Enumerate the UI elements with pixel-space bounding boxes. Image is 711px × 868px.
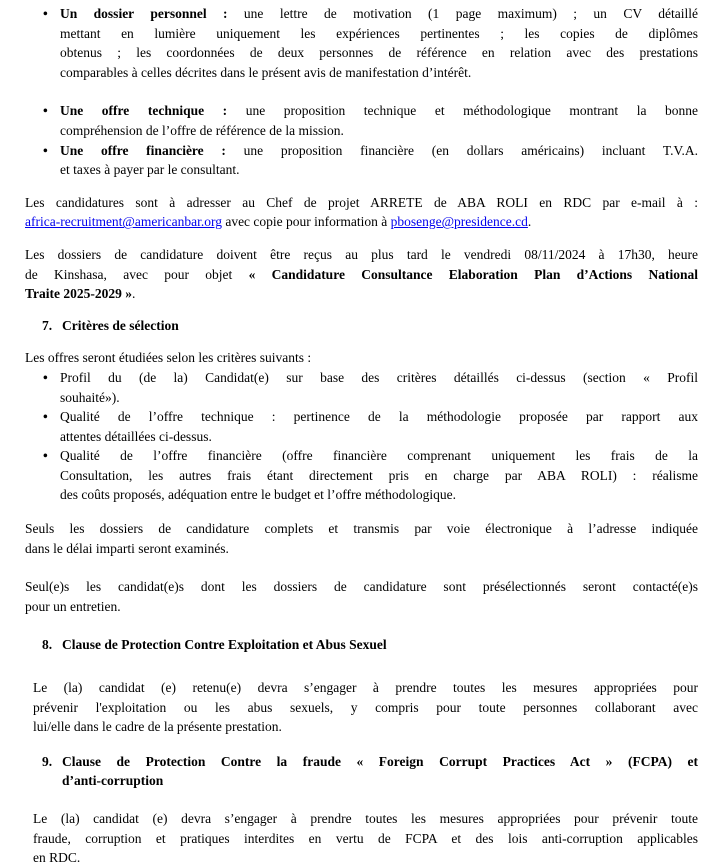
section-heading-fcpa (25, 752, 698, 791)
requirements-list-top (25, 4, 698, 82)
text-line: mettant en lumière uniquement les expériences pertinentes ; les copies de diplômes (60, 25, 698, 41)
bullet-item-profil (25, 368, 698, 407)
text-segment: une proposition financière (en dollars américains) incluant T.V.A. (225, 142, 698, 158)
heading-text: Critères de sélection (62, 317, 179, 333)
section-number: 9. (42, 753, 53, 769)
subject-bold-segment: Traite 2025-2029 » (25, 286, 132, 302)
text-line (60, 101, 698, 121)
text-line: des coûts proposés, adéquation entre le budget et l’offre méthodologique. (60, 487, 457, 503)
text-line: dans le délai imparti seront examinés. (25, 540, 229, 556)
section-number: 8. (42, 637, 53, 653)
bullet-icon: • (43, 409, 48, 425)
text-line: Les offres seront étudiées selon les critères suivants : (25, 350, 312, 366)
text-line: lui/elle dans le cadre de la présente prestation. (33, 719, 282, 735)
text-line (60, 141, 698, 161)
text-line: prévenir l'exploitation ou les abus sexuels, y compris pour toute personnes collaborant avec (33, 699, 698, 715)
text-line: Les candidatures sont à adresser au Chef de projet ARRETE de ABA ROLI en RDC par e-mail à : (25, 194, 698, 210)
paragraph-preselection (25, 577, 698, 616)
email-link-africa-recruitment[interactable]: africa-recruitment@americanbar.org (25, 214, 222, 230)
section-number: 7. (42, 317, 53, 333)
text-segment: une lettre de motivation (1 page maximum) ; un CV détaillé (227, 6, 698, 21)
text-segment: de Kinshasa, avec pour objet (25, 266, 249, 282)
bullet-icon: • (43, 448, 48, 464)
bullet-item-dossier-personnel (25, 4, 698, 82)
text-line: pour un entretien. (25, 598, 121, 614)
text-line (25, 265, 698, 285)
text-line: attentes détaillées ci-dessus. (60, 428, 212, 444)
text-line: Le (la) candidat (e) devra s’engager à prendre toutes les mesures appropriées pour prévenir toute (33, 811, 698, 826)
bullet-icon: • (43, 103, 48, 119)
text-line: obtenus ; les coordonnées de deux personnes de référence en relation avec des prestations (60, 45, 698, 61)
text-line: en RDC. (33, 850, 81, 866)
subject-bold-segment: « Candidature Consultance Elaboration Plan d’Actions National (248, 266, 698, 282)
criteria-list (25, 368, 698, 505)
email-link-pbosenge[interactable]: pbosenge@presidence.cd (390, 214, 528, 230)
paragraph-clause-abus (25, 678, 698, 737)
bullet-icon: • (43, 6, 48, 21)
text-line: Les dossiers de candidature doivent être reçus au plus tard le vendredi 08/11/2024 à 17h30, heure (25, 246, 698, 262)
text-line: Qualité de l’offre technique : pertinence de la méthodologie proposée par rapport aux (60, 409, 698, 425)
bullet-icon: • (43, 142, 48, 158)
paragraph-contact (25, 193, 698, 232)
paragraph-clause-fcpa (25, 809, 698, 868)
section-heading-abus-sexuel (25, 635, 698, 655)
text-line: comparables à celles décrites dans le présent avis de manifestation d’intérêt. (60, 64, 472, 80)
heading-text: Clause de Protection Contre la fraude « Foreign Corrupt Practices Act » (FCPA) et (62, 753, 698, 769)
bullet-item-offre-technique (25, 101, 698, 140)
text-line: Profil du (de la) Candidat(e) sur base des critères détaillés ci-dessus (section « Profil (60, 369, 698, 385)
text-line: et taxes à payer par le consultant. (60, 162, 240, 178)
text-segment: une proposition technique et méthodologique montrant la bonne (227, 103, 698, 119)
text-line: Qualité de l’offre financière (offre financière comprenant uniquement les frais de la (60, 448, 698, 464)
text-line: Seul(e)s les candidat(e)s dont les dossiers de candidature sont présélectionnés seront contacté(e)s (25, 579, 698, 595)
heading-text: d’anti-corruption (62, 773, 164, 789)
text-line: fraude, corruption et pratiques interdites en vertu de FCPA et des lois anti-corruption applicables (33, 830, 698, 846)
heading-text: Clause de Protection Contre Exploitation et Abus Sexuel (62, 637, 387, 653)
paragraph-dossiers-complets (25, 519, 698, 558)
bullet-item-qualite-technique (25, 407, 698, 446)
paragraph-deadline (25, 245, 698, 304)
requirements-list-offers (25, 101, 698, 179)
text-line: compréhension de l’offre de référence de la mission. (60, 122, 344, 138)
text-line (25, 284, 698, 304)
text-line (25, 212, 698, 232)
bullet-lead: Une offre financière : (60, 142, 226, 158)
text-line: Seuls les dossiers de candidature complets et transmis par voie électronique à l’adresse indiquée (25, 521, 698, 537)
paragraph-criteres-intro (25, 348, 698, 368)
text-segment: . (527, 214, 532, 230)
text-line: Consultation, les autres frais étant directement pris en charge par ABA ROLI) : réalisme (60, 467, 698, 483)
bullet-item-qualite-financiere (25, 446, 698, 505)
section-heading-criteres (25, 316, 698, 336)
text-segment: . (131, 286, 136, 302)
text-line (60, 4, 698, 24)
text-segment: avec copie pour information à (221, 214, 391, 230)
text-line: Le (la) candidat (e) retenu(e) devra s’engager à prendre toutes les mesures appropriées pour (33, 680, 698, 696)
text-line: souhaité»). (60, 389, 120, 405)
bullet-lead: Une offre technique : (60, 103, 228, 119)
bullet-item-offre-financiere (25, 141, 698, 180)
bullet-icon: • (43, 369, 48, 385)
bullet-lead: Un dossier personnel : (60, 6, 228, 21)
